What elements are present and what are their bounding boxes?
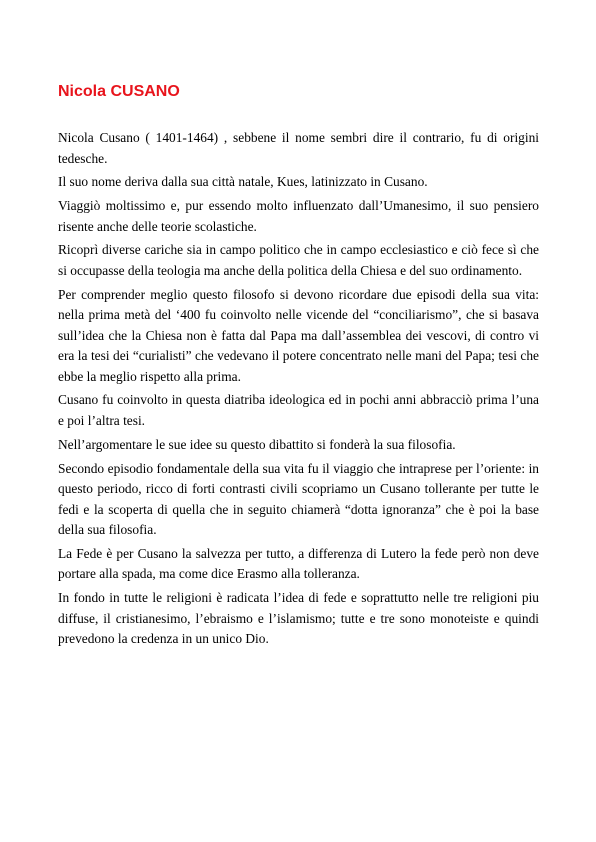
paragraph-4: Ricoprì diverse cariche sia in campo politico che in campo ecclesiastico e ciò fece sì che si occupasse della teologia ma anche della politica della Chiesa e del suo ordinamento. [58,242,539,278]
paragraph-10: In fondo in tutte le religioni è radicata l’idea di fede e soprattutto nelle tre religioni piu diffuse, il cristianesimo, l’ebraismo e l’islamismo; tutte e tre sono monoteiste e quindi prevedono la credenza in un unico Dio. [58,590,539,647]
paragraph-7: Nell’argomentare le sue idee su questo dibattito si fonderà la sua filosofia. [58,436,456,452]
paragraph-1: Nicola Cusano ( 1401-1464) , sebbene il nome sembri dire il contrario, fu di origini tedesche. [58,130,539,166]
paragraph-2: Il suo nome deriva dalla sua città natale, Kues, latinizzato in Cusano. [58,174,428,190]
paragraph-9: La Fede è per Cusano la salvezza per tutto, a differenza di Lutero la fede però non deve portare alla spada, ma come dice Erasmo alla tolleranza. [58,545,539,582]
paragraph-3: Viaggiò moltissimo e, pur essendo molto influenzato dall’Umanesimo, il suo pensiero risente anche delle teorie scolastiche. [58,198,539,234]
document-title: Nicola CUSANO [58,83,180,100]
paragraph-5: Per comprender meglio questo filosofo si devono ricordare due episodi della sua vita: nella prima metà del ‘400 fu coinvolto nelle vicende del “conciliarismo”, che si basava sull’idea che la Chiesa non è fatta dal Papa ma dall’assemblea dei vescovi, di contro vi era la tesi dei “curialisti” che vedevano il potere concentrato nelle mani del Papa; tesi che ebbe la meglio rispetto alla prima. [58,286,539,384]
document-body [58,128,539,653]
paragraph-6: Cusano fu coinvolto in questa diatriba ideologica ed in pochi anni abbracciò prima l’una e poi l’altra tesi. [58,392,539,428]
paragraph-8: Secondo episodio fondamentale della sua vita fu il viaggio che intraprese per l’oriente: in questo periodo, ricco di forti contrasti civili scopriamo un Cusano tollerante per tutte le fedi e la scoperta di quella che in seguito chiamerà “dotta ignoranza” che è poi la base della sua filosofia. [58,460,539,538]
